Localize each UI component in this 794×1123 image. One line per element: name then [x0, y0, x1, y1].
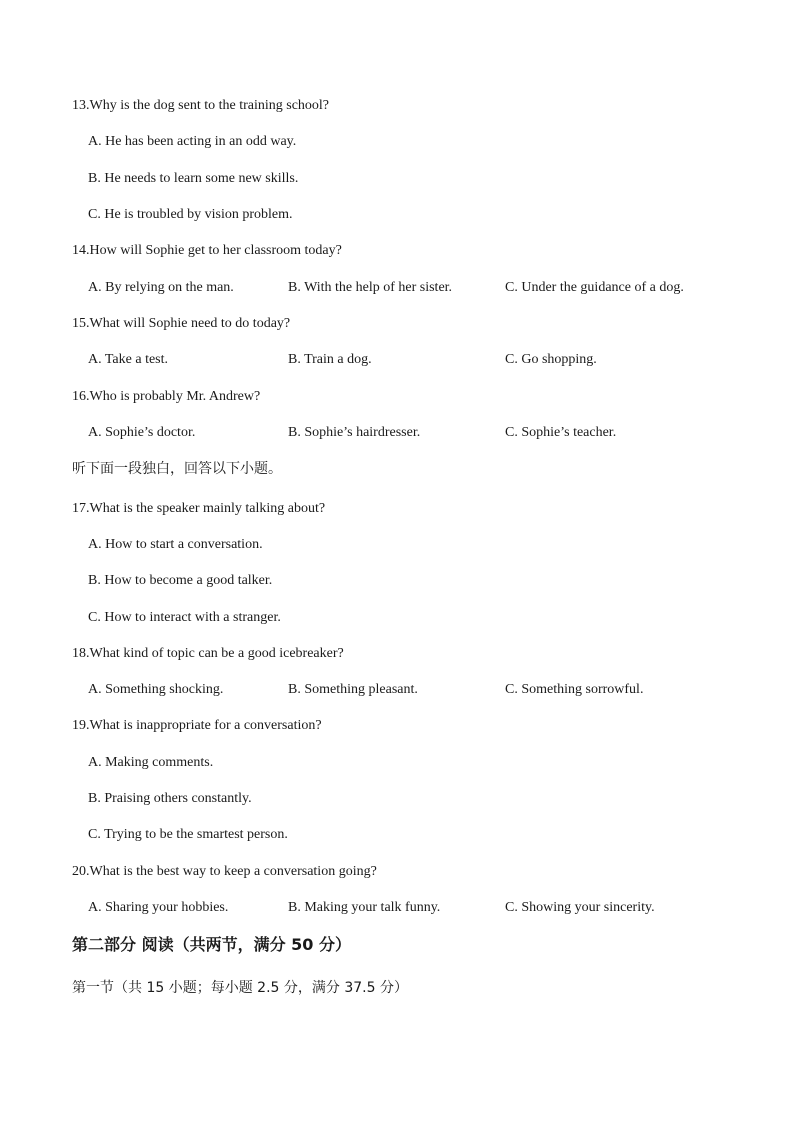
question-14-stem: 14.How will Sophie get to her classroom today?	[72, 243, 342, 258]
question-19-option-b: B. Praising others constantly.	[88, 791, 252, 806]
question-13-option-a: A. He has been acting in an odd way.	[88, 134, 297, 149]
question-16-stem: 16.Who is probably Mr. Andrew?	[72, 389, 261, 404]
question-18-option-c: C. Something sorrowful.	[505, 682, 644, 697]
question-16-option-b: B. Sophie’s hairdresser.	[288, 425, 421, 440]
question-13-option-b: B. He needs to learn some new skills.	[88, 171, 299, 186]
question-15-option-a: A. Take a test.	[88, 352, 169, 367]
question-14-option-c: C. Under the guidance of a dog.	[505, 280, 684, 295]
question-15-stem: 15.What will Sophie need to do today?	[72, 316, 291, 331]
question-20-stem: 20.What is the best way to keep a conversation going?	[72, 864, 377, 879]
question-18-stem: 18.What kind of topic can be a good icebreaker?	[72, 646, 344, 661]
question-17-stem: 17.What is the speaker mainly talking about?	[72, 501, 326, 516]
question-19-option-c: C. Trying to be the smartest person.	[88, 827, 288, 842]
question-18-option-a: A. Something shocking.	[88, 682, 224, 697]
question-14-option-a: A. By relying on the man.	[88, 280, 234, 295]
question-17-option-c: C. How to interact with a stranger.	[88, 610, 281, 625]
question-19-option-a: A. Making comments.	[88, 755, 214, 770]
question-19-stem: 19.What is inappropriate for a conversation?	[72, 718, 322, 733]
question-20-option-c: C. Showing your sincerity.	[505, 900, 655, 915]
section-title: 第二部分 阅读（共两节，满分 50 分）	[72, 935, 351, 954]
question-14-option-b: B. With the help of her sister.	[288, 280, 453, 295]
subsection-title: 第一节（共 15 小题；每小题 2.5 分，满分 37.5 分）	[72, 980, 408, 996]
monologue-instruction: 听下面一段独白，回答以下小题。	[72, 461, 282, 477]
question-16-option-a: A. Sophie’s doctor.	[88, 425, 196, 440]
question-15-option-c: C. Go shopping.	[505, 352, 597, 367]
question-17-option-b: B. How to become a good talker.	[88, 573, 273, 588]
question-15-option-b: B. Train a dog.	[288, 352, 372, 367]
question-17-option-a: A. How to start a conversation.	[88, 537, 263, 552]
question-18-option-b: B. Something pleasant.	[288, 682, 418, 697]
question-16-option-c: C. Sophie’s teacher.	[505, 425, 617, 440]
question-13-option-c: C. He is troubled by vision problem.	[88, 207, 293, 222]
question-20-option-a: A. Sharing your hobbies.	[88, 900, 229, 915]
question-13-stem: 13.Why is the dog sent to the training school?	[72, 98, 330, 113]
question-20-option-b: B. Making your talk funny.	[288, 900, 441, 915]
